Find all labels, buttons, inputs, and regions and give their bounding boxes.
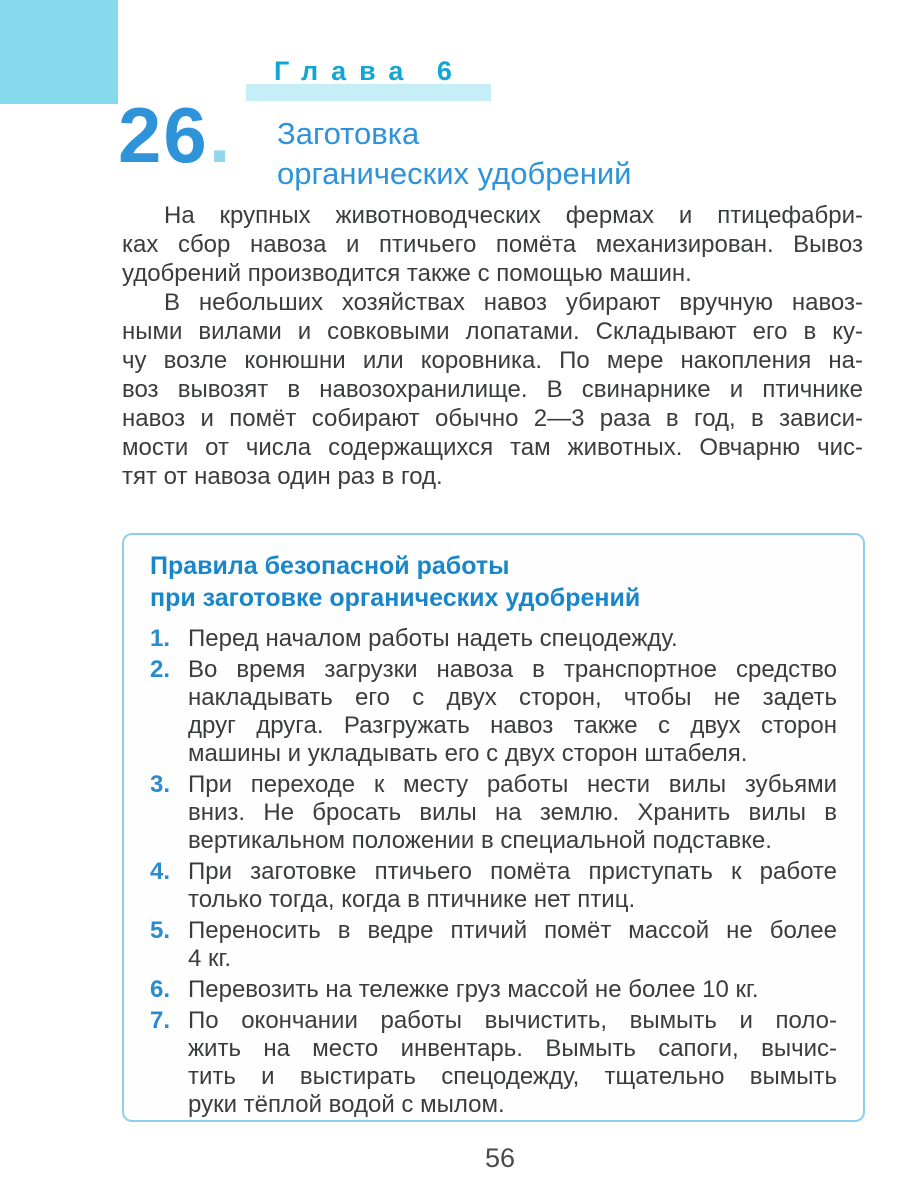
item-number: 1. bbox=[150, 625, 171, 652]
list-item bbox=[150, 976, 837, 1004]
intro-paragraph: На крупных животноводческих фермах и птицефабри- ках сбор навоза и птичьего помёта механизирован. Вывоз удобрений производится также с помощью машин. bbox=[122, 202, 863, 287]
safety-rules-box bbox=[122, 533, 865, 1122]
item-text: Во время загрузки навоза в транспортное средство накладывать его с двух сторон, чтобы не задеть друг друга. Разгружать навоз также с двух сторон машины и укладывать его с двух сторон штабеля. bbox=[188, 656, 837, 767]
item-number: 5. bbox=[150, 917, 171, 944]
section-number-dot: . bbox=[208, 91, 233, 179]
intro-text bbox=[122, 201, 863, 491]
safety-box-heading bbox=[150, 550, 837, 614]
item-text: При заготовке птичьего помёта приступать к работе только тогда, когда в птичнике нет птиц. bbox=[188, 858, 837, 913]
page-number: 56 bbox=[484, 1143, 516, 1173]
item-number: 3. bbox=[150, 771, 171, 798]
section-title-line1: Заготовка bbox=[277, 116, 420, 151]
intro-paragraph: В небольших хозяйствах навоз убирают вручную навоз- ными вилами и совковыми лопатами. Складывают его в ку- чу возле конюшни или коровника. По мере накопления на- воз вывозят в навозохранилище. В свинарнике и птичнике навоз и помёт собирают обычно 2—3 раза в год, в зависи- мости от числа содержащихся там животных. Овчарню чис- тят от навоза один раз в год. bbox=[122, 289, 863, 490]
item-text: Переносить в ведре птичий помёт массой не более 4 кг. bbox=[188, 917, 837, 972]
safety-rules-list bbox=[150, 625, 837, 1119]
item-text: Перед началом работы надеть спецодежду. bbox=[188, 625, 678, 652]
item-number: 4. bbox=[150, 858, 171, 885]
item-text: По окончании работы вычистить, вымыть и поло- жить на место инвентарь. Вымыть сапоги, вычис- тить и выстирать спецодежду, тщательно вымыть руки тёплой водой с мылом. bbox=[188, 1007, 837, 1118]
section-number bbox=[118, 91, 233, 179]
item-text: При переходе к месту работы нести вилы зубьями вниз. Не бросать вилы на землю. Хранить вилы в вертикальном положении в специальной подставке. bbox=[188, 771, 837, 854]
list-item bbox=[150, 858, 837, 914]
item-number: 6. bbox=[150, 976, 171, 1003]
section-title bbox=[277, 114, 631, 194]
section-number-value: 26 bbox=[118, 91, 209, 179]
corner-accent-block bbox=[0, 0, 118, 104]
item-text: Перевозить на тележке груз массой не более 10 кг. bbox=[188, 976, 759, 1003]
section-title-line2: органических удобрений bbox=[277, 156, 632, 191]
list-item bbox=[150, 771, 837, 855]
list-item bbox=[150, 1007, 837, 1119]
safety-box-heading-line1: Правила безопасной работы bbox=[150, 552, 510, 580]
list-item bbox=[150, 625, 837, 653]
item-number: 7. bbox=[150, 1007, 171, 1034]
list-item bbox=[150, 656, 837, 768]
chapter-label: Глава 6 bbox=[274, 56, 465, 86]
list-item bbox=[150, 917, 837, 973]
safety-box-heading-line2: при заготовке органических удобрений bbox=[150, 584, 641, 612]
item-number: 2. bbox=[150, 656, 171, 683]
